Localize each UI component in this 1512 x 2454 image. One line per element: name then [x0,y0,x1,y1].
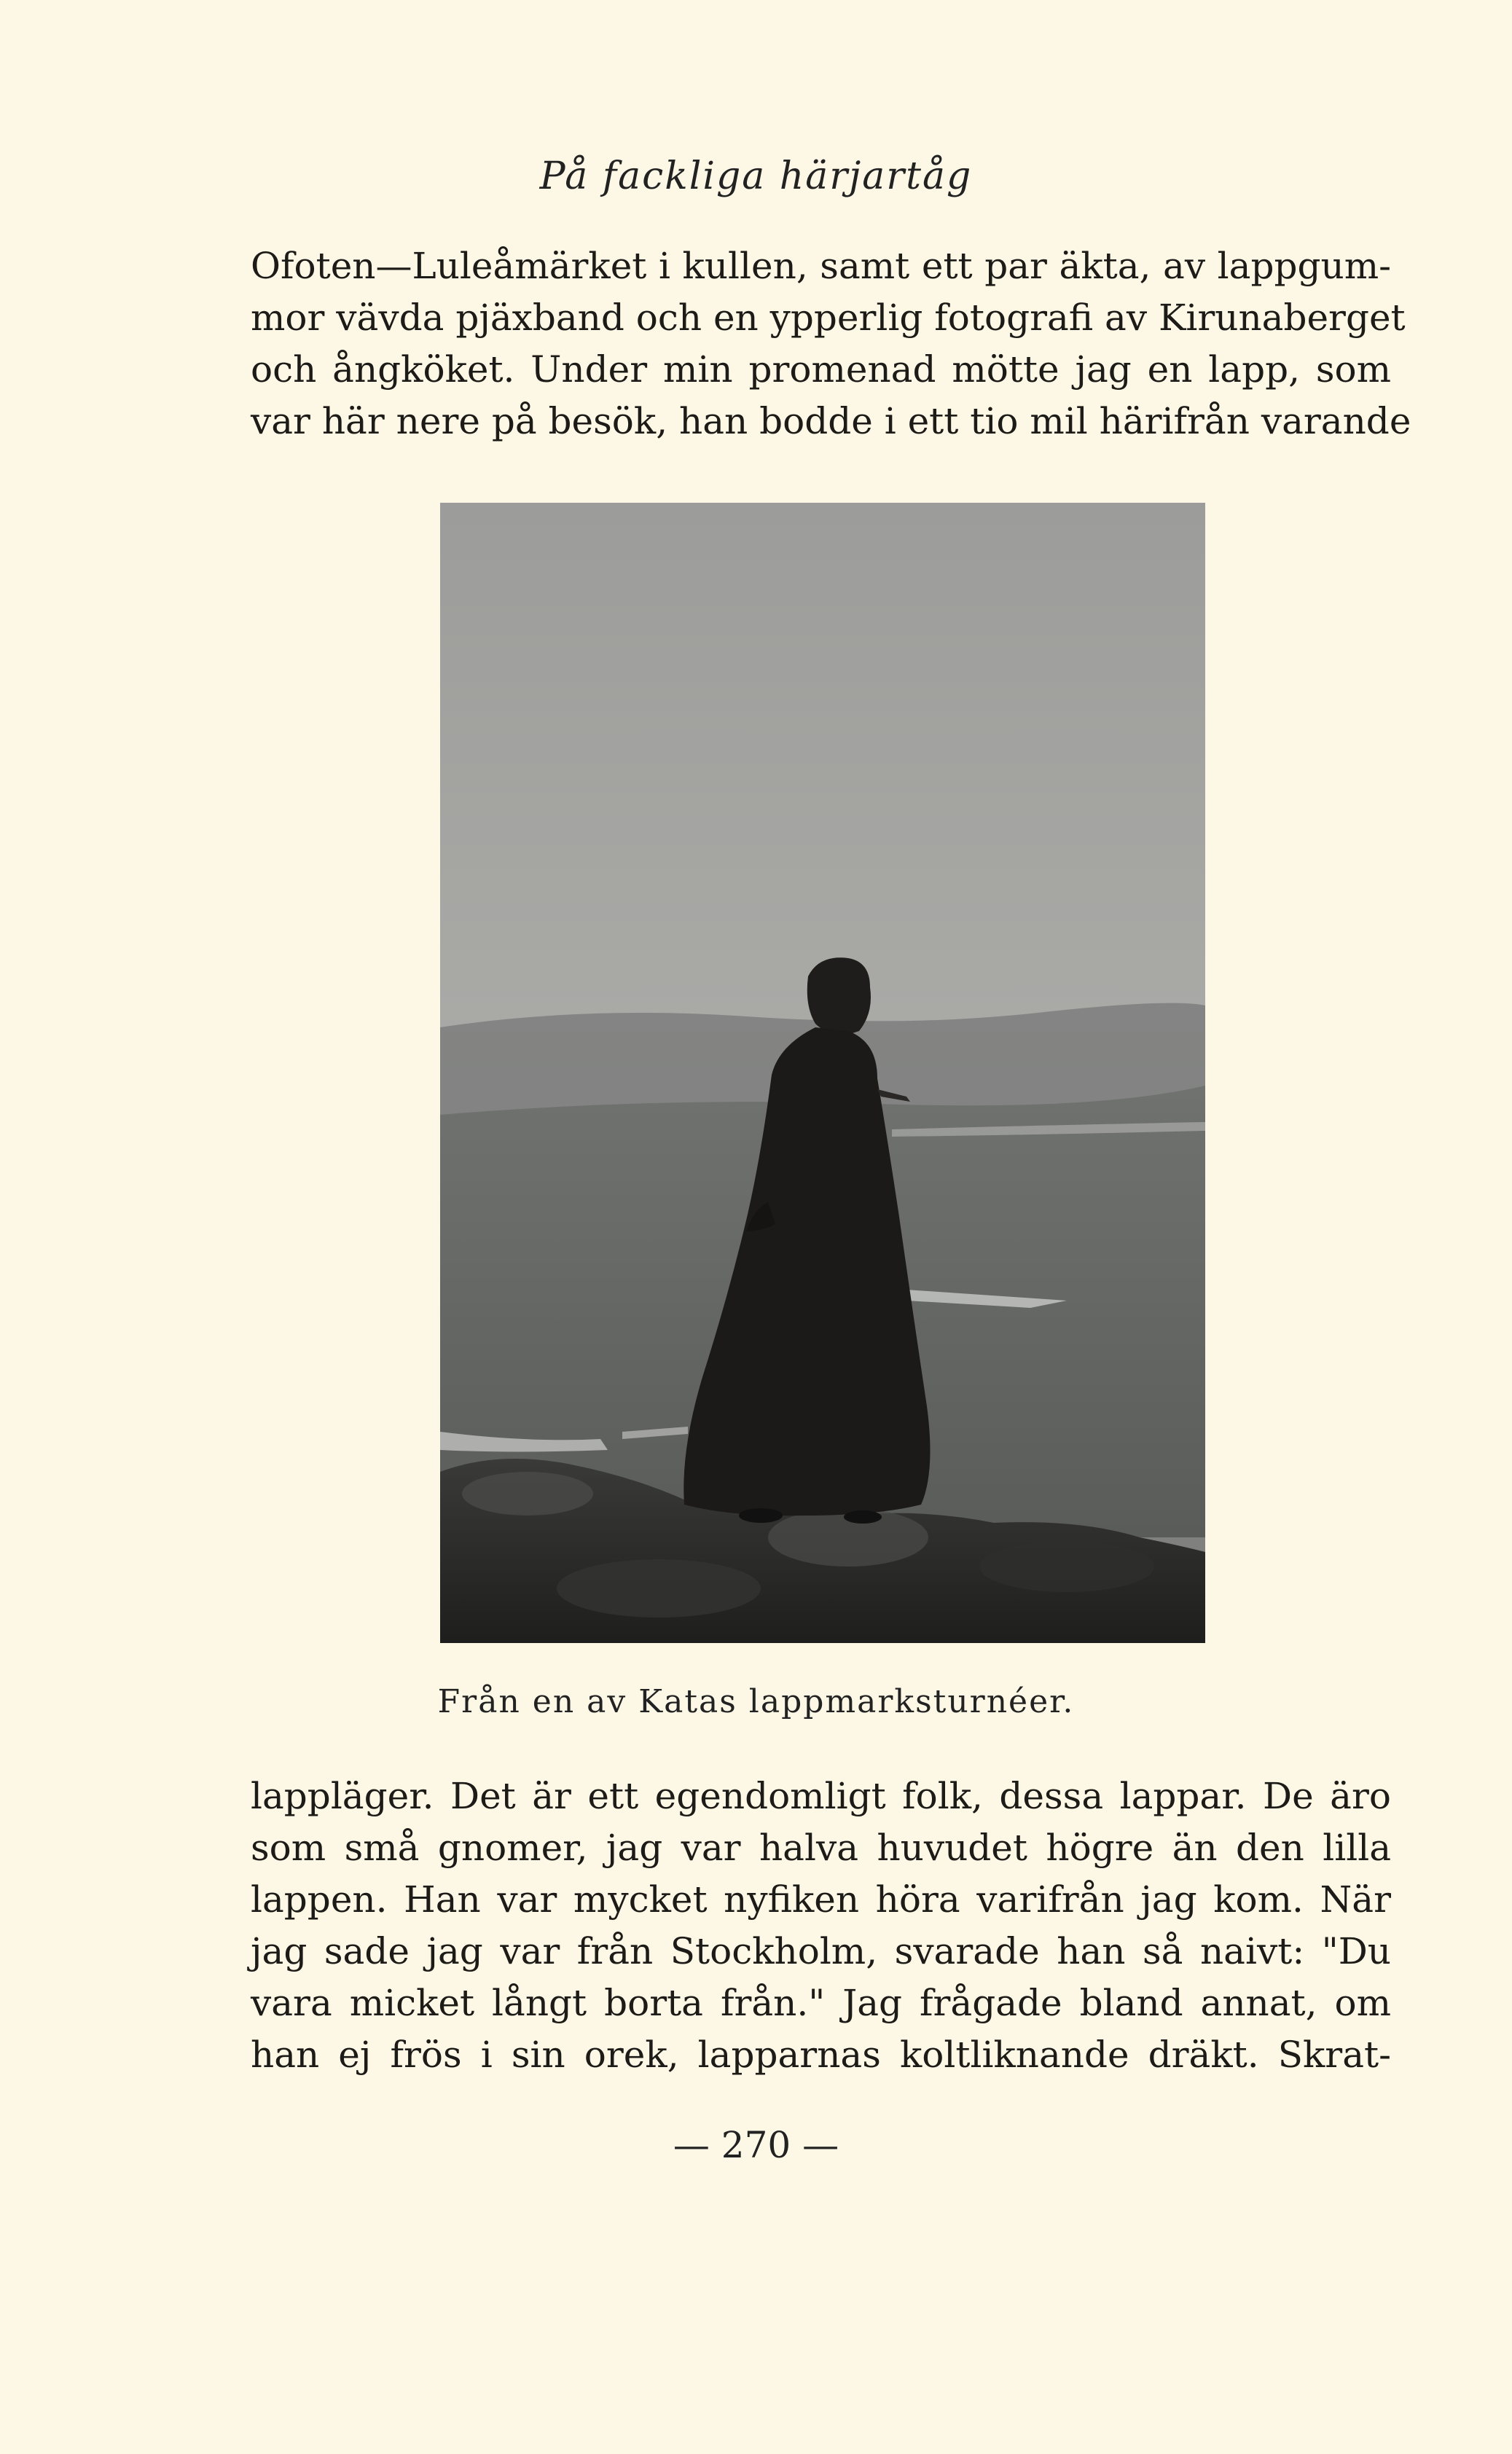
rock [557,1559,761,1618]
text-line: var här nere på besök, han bodde i ett tio mil härifrån varande [251,400,1411,442]
rock [979,1541,1154,1592]
text-line: mor vävda pjäxband och en ypperlig fotografi av Kirunaberget [251,297,1406,339]
text-line: vara micket långt borta från." Jag frågade bland annat, om [251,1982,1391,2024]
photo-caption: Från en av Katas lappmarksturnéer. [437,1683,1075,1720]
body-text-top [251,240,1411,447]
text-line: Ofoten—Luleåmärket i kullen, samt ett par äkta, av lappgum- [251,245,1391,287]
text-line: jag sade jag var från Stockholm, svarade han så naivt: "Du [251,1930,1391,1972]
text-line: lappen. Han var mycket nyfiken höra varifrån jag kom. När [251,1878,1391,1921]
photograph [440,503,1205,1643]
body-text-bottom [251,1771,1391,2081]
photo-illustration [440,503,1205,1643]
text-line: och ångköket. Under min promenad mötte jag en lapp, som [251,348,1391,391]
running-head: På fackliga härjartåg [539,154,973,198]
text-line: han ej frös i sin orek, lapparnas koltliknande dräkt. Skrat- [251,2034,1391,2076]
rock [462,1472,593,1516]
text-line: som små gnomer, jag var halva huvudet högre än den lilla [251,1827,1391,1869]
page-number: — 270 — [673,2124,839,2166]
text-line: lappläger. Det är ett egendomligt folk, dessa lappar. De äro [251,1775,1391,1817]
